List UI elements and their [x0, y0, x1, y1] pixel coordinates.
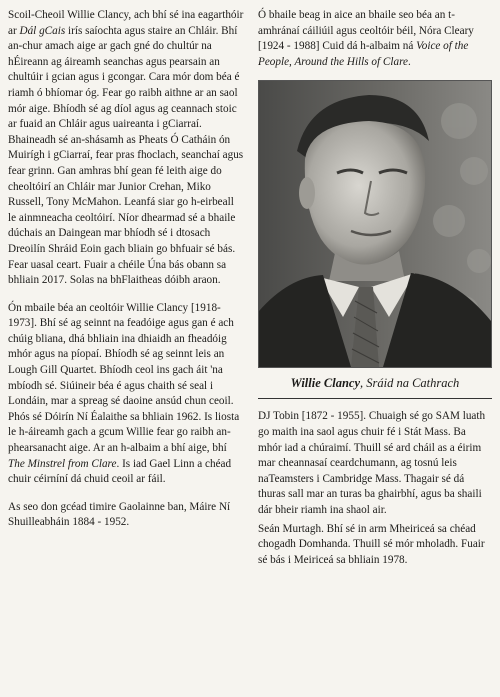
right-column — [258, 8, 492, 568]
paragraph-dj-tobin: DJ Tobin [1872 - 1955]. Chuaigh sé go SAM luath go maith ina saol agus chuir fé i Stát Mass. Ba mhór iad a chúraimí. Thuill sé ard cháil as a éirim mar cheannasaí ceardchumann, ag tosnú leis naTeamsters i Cambridge Mass. Thagair sé dá thuras sall mar an turas ba ghairbhí, agus ba shaili dár bheir riamh ina shaol air. — [258, 410, 486, 516]
paragraph-clancy-school: Scoil-Cheoil Willie Clancy, ach bhí sé ina eagarthóir ar Dál gCais irís saíochta agus staire an Chláir. Bhí an-chur amach aige ar gach gné do chultúr na hÉireann ag áireamh seanchas agus pearsain an chultúir i gcian agus i gcongar. Cara mór dom béa é riamh ó bhíomar óg. Fear go raibh aithne ar an saol mór aige. Bhíodh sé ag díol agus ag ceannach stoic ar fuaid an Chláir agus uaireanta i gCiarraí. Bhaineadh sé an-shásamh as Pheats Ó Catháin ón Muirígh i gCiarraí, fear pras fhoclach, seanchaí agus fear grinn. Gan amhras bhí gean fé leith aige do cheoltóirí an Chláir mar Junior Crehan, Miko Russell, Tony McMahon. Leanfá siar go h-eirbeall le ainmneacha ceoltóirí. Níor dhearmad sé a bhaile dúchais an Daingean mar bhíodh sé i dtosach Dreoilín Shráid Eoin gach bliain go bhfuair sé bás. Fear uasal ceart. Fuair a chéile Úna bás obann sa bhliain 2017. Solas na bhFlaitheas dóibh araon. — [8, 9, 244, 287]
paragraph-willie-clancy: Ón mbaile béa an ceoltóir Willie Clancy [1918- 1973]. Bhí sé ag seinnt na feadóige agus gan é ach chúig bliana, dhá bhliain ina dhiaidh an fheadóig mhór agus na píopaí. Bhíodh sé ag seinnt leis an Lough Gill Quartet. Bhíodh ceol ins gach áit 'na mbíodh sé. Siúineir béa é agus chaith sé seal i Londáin, mar a spreag sé daoine ansúd chun ceoil. Phós sé Dóirín Ní Éalaithe sa bhliain 1962. Is liosta le h-áireamh gach a gcum Willie fear go raibh an-phearsanacht aige. Ar an h-albaim a bhí aige, bhí The Minstrel from Clare. Is iad Gael Linn a chéad chuir céirníní dá chuid ceoil ar fáil. — [8, 301, 240, 486]
album-title: The Minstrel from Clare — [8, 457, 117, 470]
portrait-image — [259, 81, 491, 367]
portrait-photo — [258, 80, 492, 368]
paragraph-maire: As seo don gcéad timire Gaolainne ban, Máire Ní Shuilleabháin 1884 - 1952. — [8, 500, 231, 529]
paragraph-nora-cleary: Ó bhaile beag in aice an bhaile seo béa an t-amhránaí cáiliúil agus ceoltóir béil, Nóra Cleary [1924 - 1988] Cuid dá h-albaim ná Voice of the People, Around the Hills of Clare. — [258, 9, 474, 68]
album-title-nora: Voice of the People, Around the Hills of Clare — [258, 40, 469, 68]
photo-caption — [258, 375, 492, 391]
caption-place: , Sráid na Cathrach — [360, 376, 460, 391]
caption-divider — [258, 398, 492, 399]
left-column — [8, 8, 244, 531]
caption-name: Willie Clancy — [290, 376, 360, 391]
paragraph-sean-murtagh: Seán Murtagh. Bhí sé in arm Mheiriceá sa chéad chogadh Domhanda. Thuill sé mór mholadh. Fuair sé bás i Meiriceá sa bhliain 1978. — [258, 522, 485, 566]
journal-title: Dál gCais — [19, 24, 66, 37]
